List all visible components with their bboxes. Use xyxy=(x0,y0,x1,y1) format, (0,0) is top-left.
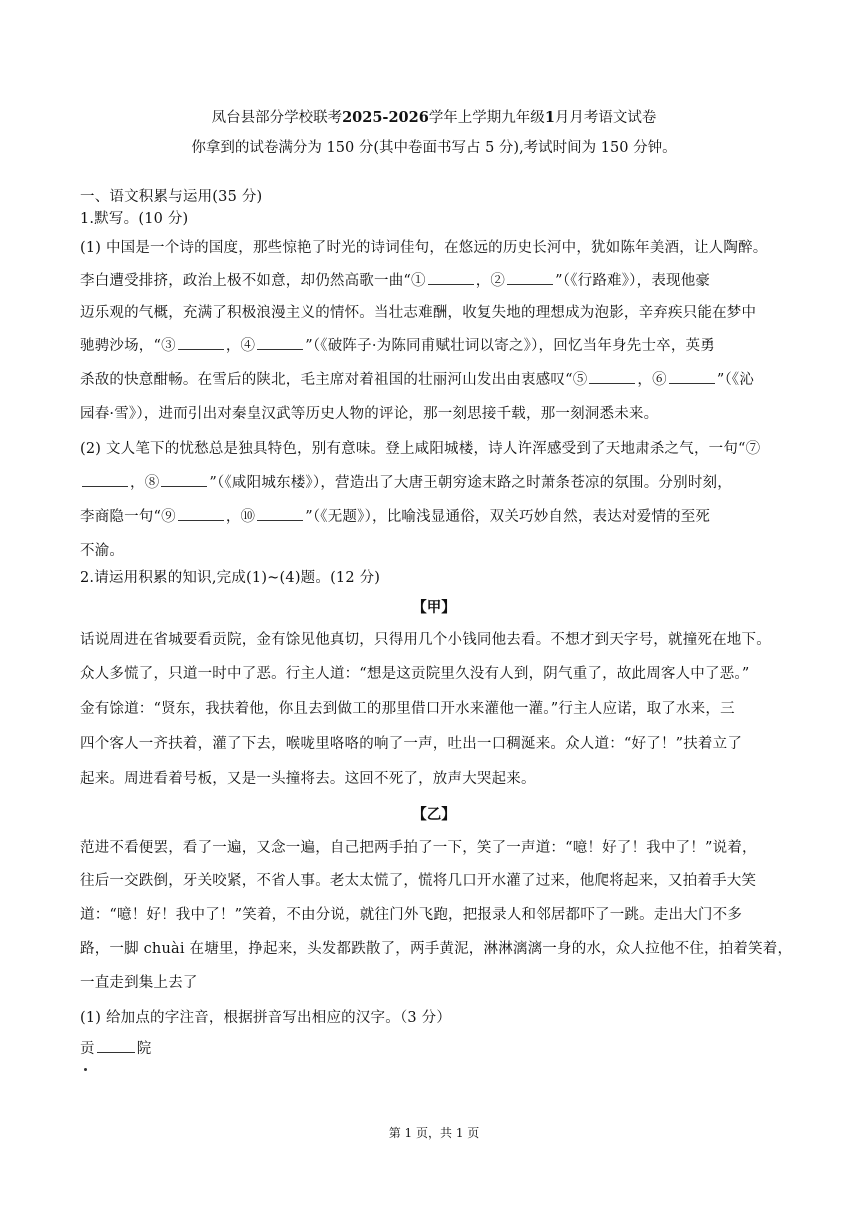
answer-blank[interactable] xyxy=(428,283,474,285)
passage-yi-line: 一直走到集上去了 xyxy=(80,975,198,991)
question-1-heading: 1.默写。(10 分) xyxy=(80,211,189,227)
exam-title: 凤台县部分学校联考2025-2026学年上学期九年级1月月考语文试卷 xyxy=(211,109,657,126)
passage-jia-line: 金有馀道：“贤东，我扶着他，你且去到做工的那里借口开水来灌他一灌。”行主人应诺，取了水来，三 xyxy=(80,701,735,717)
paragraph-2-line-1: (2) 文人笔下的忧愁总是独具特色，别有意味。登上咸阳城楼，诗人许浑感受到了天地肃杀之气，一句“⑦ xyxy=(80,441,761,457)
paragraph-1-line-6: 园春·雪》），进而引出对秦皇汉武等历史人物的评论，那一刻思接千载，那一刻洞悉未来。 xyxy=(80,406,659,422)
sub-question-1-heading: (1) 给加点的字注音，根据拼音写出相应的汉字。（3 分） xyxy=(80,1010,452,1026)
answer-blank[interactable] xyxy=(178,348,224,350)
answer-blank[interactable] xyxy=(589,382,635,384)
answer-blank[interactable] xyxy=(97,1051,135,1053)
paragraph-1-line-3: 迈乐观的气概，充满了积极浪漫主义的情怀。当壮志难酬，收复失地的理想成为泡影，辛弃疾只能在梦中 xyxy=(80,305,757,321)
paragraph-1-line-1: (1) 中国是一个诗的国度，那些惊艳了时光的诗词佳句，在悠远的历史长河中，犹如陈年美酒，让人陶醉。 xyxy=(80,240,768,256)
exam-subtitle: 你拿到的试卷满分为 150 分(其中卷面书写占 5 分),考试时间为 150 分钟。 xyxy=(191,140,677,156)
answer-blank[interactable] xyxy=(161,485,207,487)
emphasis-dot-icon xyxy=(84,1068,87,1071)
answer-blank[interactable] xyxy=(178,519,224,521)
question-2-heading: 2.请运用积累的知识,完成(1)~(4)题。(12 分) xyxy=(80,570,381,586)
section-heading: 一、语文积累与运用(35 分) xyxy=(80,189,263,205)
page-footer: 第 1 页，共 1 页 xyxy=(388,1126,480,1140)
passage-yi-line: 路，一脚 chuài 在塘里，挣起来，头发都跌散了，两手黄泥，淋淋漓漓一身的水，众人拉他不住，拍着笑着， xyxy=(80,941,793,957)
answer-blank[interactable] xyxy=(257,519,303,521)
passage-yi-label: 【乙】 xyxy=(412,806,456,823)
paragraph-2-line-2: ，⑧ ”（《咸阳城东楼》），营造出了大唐王朝穷途末路之时萧条苍凉的氛围。分别时刻， xyxy=(80,471,732,492)
passage-jia-line: 起来。周进看着号板，又是一头撞将去。这回不死了，放声大哭起来。 xyxy=(80,771,536,787)
paragraph-1-line-2: 李白遭受排挤，政治上极不如意，却仍然高歌一曲“① ，② ”（《行路难》），表现他豪 xyxy=(80,273,711,289)
answer-blank[interactable] xyxy=(507,283,553,285)
paragraph-2-line-4: 不渝。 xyxy=(80,543,125,559)
paragraph-1-line-4: 驰骋沙场，“③ ，④ ”（《破阵子·为陈同甫赋壮词以寄之》），回忆当年身先士卒，英勇 xyxy=(80,338,715,354)
passage-jia-label: 【甲】 xyxy=(412,599,456,616)
answer-blank[interactable] xyxy=(82,485,128,487)
passage-yi-line: 范进不看便罢，看了一遍，又念一遍，自己把两手拍了一下，笑了一声道：“噫！好了！我中了！”说着， xyxy=(80,840,757,856)
passage-jia-line: 话说周进在省城要看贡院，金有馀见他真切，只得用几个小钱同他去看。不想才到天字号，就撞死在地下。 xyxy=(80,632,771,648)
passage-jia-line: 众人多慌了，只道一时中了恶。行主人道：“想是这贡院里久没有人到，阴气重了，故此周客人中了恶。” xyxy=(80,666,750,682)
passage-jia-line: 四个客人一齐扶着，灌了下去，喉咙里咯咯的响了一声，吐出一口稠涎来。众人道：“好了！”扶着立了 xyxy=(80,736,743,752)
answer-blank[interactable] xyxy=(669,382,715,384)
answer-blank[interactable] xyxy=(257,348,303,350)
paragraph-2-line-3: 李商隐一句“⑨ ，⑩ ”（《无题》），比喻浅显通俗，双关巧妙自然，表达对爱情的至死 xyxy=(80,509,711,525)
passage-yi-line: 往后一交跌倒，牙关咬紧，不省人事。老太太慌了，慌将几口开水灌了过来，他爬将起来，又拍着手大笑 xyxy=(80,873,757,889)
passage-yi-line: 道：“噫！好！我中了！”笑着，不由分说，就往门外飞跑，把报录人和邻居都吓了一跳。走出大门不多 xyxy=(80,907,743,923)
paragraph-1-line-5: 杀敌的快意酣畅。在雪后的陕北，毛主席对着祖国的壮丽河山发出由衷感叹“⑤ ，⑥ ”（《沁 xyxy=(80,372,755,388)
sub-question-1-answer: 贡 院 xyxy=(80,1041,152,1057)
